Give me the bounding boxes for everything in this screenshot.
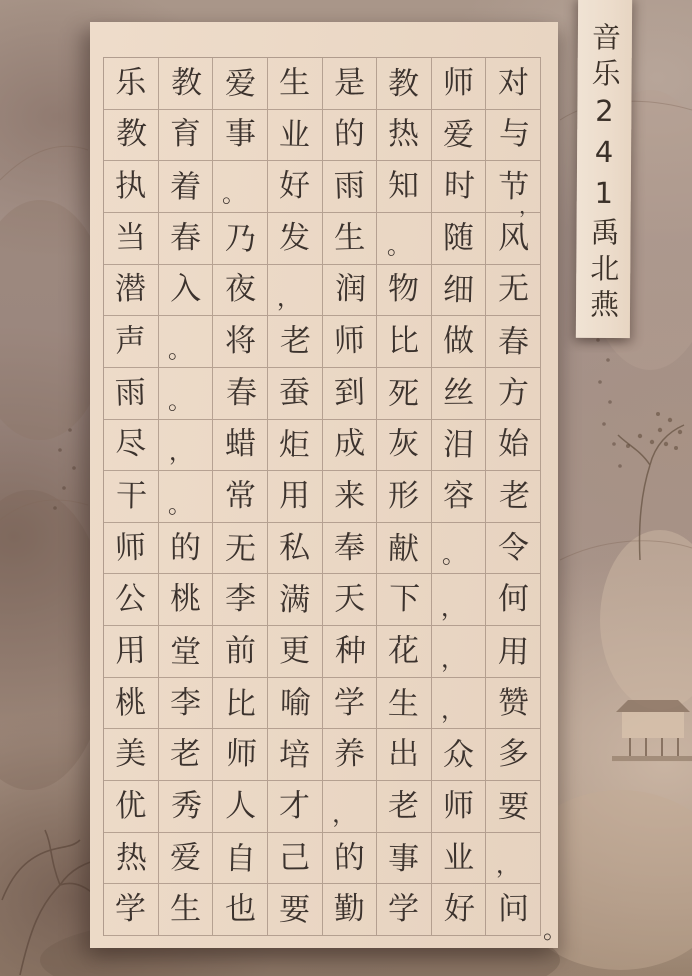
grid-cell-r7c7: [432, 368, 487, 420]
handwritten-character: 师: [442, 787, 475, 825]
handwritten-character: 生: [279, 64, 311, 101]
grid-cell-r6c7: [432, 316, 487, 368]
handwritten-character: 业: [278, 117, 311, 154]
grid-cell-r3c7: [432, 161, 487, 213]
grid-cell-r16c7: [432, 833, 487, 885]
grid-cell-r15c5: [323, 781, 378, 833]
handwritten-character: 下: [389, 581, 421, 618]
grid-cell-r2c1: [104, 110, 159, 162]
handwritten-character: 前: [224, 632, 256, 670]
handwritten-character: 当: [114, 219, 147, 257]
grid-cell-r15c3: [213, 781, 268, 833]
handwritten-character: 爱: [224, 65, 257, 103]
handwritten-character: 好: [279, 167, 311, 205]
grid-cell-r16c8: [486, 833, 541, 885]
grid-cell-r17c6: [377, 884, 432, 936]
grid-cell-r14c7: [432, 729, 487, 781]
grid-cell-r13c2: [159, 678, 214, 730]
grid-cell-r3c2: [159, 161, 214, 213]
grid-cell-r8c1: [104, 420, 159, 472]
grid-cell-r10c1: [104, 523, 159, 575]
handwritten-character: 美: [114, 735, 147, 773]
grid-cell-r3c3: [213, 161, 268, 213]
grid-cell-r10c3: [213, 523, 268, 575]
handwritten-character: 满: [278, 581, 311, 619]
handwritten-character: 要: [497, 788, 530, 826]
grid-cell-r6c1: [104, 316, 159, 368]
handwritten-character: 细: [442, 271, 475, 309]
grid-cell-r2c5: [323, 110, 378, 162]
handwritten-character: 来: [333, 477, 366, 515]
handwritten-character: 生: [169, 891, 202, 928]
handwritten-character: 用: [114, 632, 147, 670]
grid-cell-r2c2: [159, 110, 214, 162]
handwritten-character: 业: [442, 839, 475, 876]
grid-cell-r13c1: [104, 678, 159, 730]
grid-cell-r15c1: [104, 781, 159, 833]
handwritten-character: 无: [497, 271, 529, 308]
grid-cell-r5c5: [323, 265, 378, 317]
handwritten-character: 干: [116, 477, 148, 515]
grid-cell-r6c5: [323, 316, 378, 368]
handwritten-character: 到: [333, 374, 366, 412]
handwritten-character: 公: [114, 580, 147, 618]
handwritten-character: 常: [224, 477, 256, 515]
grid-cell-r8c6: [377, 420, 432, 472]
handwritten-character: 比: [224, 685, 257, 723]
handwritten-character: 热: [116, 839, 148, 876]
handwritten-character: 天: [333, 580, 366, 618]
grid-cell-r1c1: [104, 58, 159, 110]
grid-cell-r11c7: [432, 574, 487, 626]
handwritten-character: 好: [443, 890, 476, 928]
handwritten-character: 何: [497, 581, 529, 618]
handwritten-character: 灰: [388, 426, 420, 463]
handwritten-character: 老: [498, 477, 531, 515]
grid-cell-r1c2: [159, 58, 214, 110]
grid-cell-r1c4: [268, 58, 323, 110]
grid-cell-r12c5: [323, 626, 378, 678]
handwritten-character: 尽: [114, 425, 147, 463]
handwritten-punctuation: ，: [440, 593, 466, 623]
handwritten-character: 喻: [279, 684, 312, 721]
grid-cell-r11c8: [486, 574, 541, 626]
grid-cell-r9c1: [104, 471, 159, 523]
grid-cell-r12c2: [159, 626, 214, 678]
grid-cell-r7c4: [268, 368, 323, 420]
grid-cell-r9c5: [323, 471, 378, 523]
handwritten-character: 要: [278, 891, 311, 929]
grid-cell-r6c6: [377, 316, 432, 368]
handwritten-character: 赞: [497, 684, 529, 721]
handwritten-character: 春: [225, 374, 257, 411]
grid-cell-r5c8: [486, 265, 541, 317]
grid-cell-r15c2: [159, 781, 214, 833]
handwritten-character: 学: [333, 684, 366, 722]
handwritten-character: 堂: [169, 633, 202, 671]
handwritten-character: 成: [333, 425, 366, 463]
grid-cell-r16c6: [377, 833, 432, 885]
handwritten-character: 的: [333, 115, 366, 153]
handwritten-character: 众: [442, 736, 475, 774]
handwritten-character: 雨: [333, 167, 366, 205]
handwritten-character: 多: [497, 736, 529, 773]
handwritten-character: 教: [116, 116, 148, 153]
grid-cell-r17c5: [323, 884, 378, 936]
handwritten-character: 生: [333, 219, 366, 257]
handwritten-character: 私: [279, 529, 311, 566]
handwritten-character: 生: [387, 685, 420, 723]
handwritten-character: 奉: [333, 529, 366, 567]
grid-cell-r3c6: [377, 161, 432, 213]
grid-cell-r13c5: [323, 678, 378, 730]
handwritten-punctuation: 。: [386, 231, 412, 260]
grid-cell-r7c6: [377, 368, 432, 420]
handwritten-character: 用: [279, 477, 311, 515]
handwritten-character: 教: [170, 64, 203, 102]
writing-paper: [90, 22, 567, 948]
grid-cell-r1c7: [432, 58, 487, 110]
grid-cell-r12c4: [268, 626, 323, 678]
handwritten-character: 蚕: [279, 374, 311, 411]
grid-cell-r3c8: [486, 161, 541, 218]
grid-cell-r9c7: [432, 471, 487, 523]
handwritten-character: 秀: [170, 787, 203, 825]
handwritten-character: 随: [442, 219, 475, 256]
grid-cell-r14c6: [377, 729, 432, 781]
handwritten-character: 与: [498, 116, 531, 153]
grid-cell-r1c8: [486, 58, 541, 110]
handwritten-character: 雨: [114, 374, 147, 412]
grid-cell-r3c5: [323, 161, 378, 213]
grid-cell-r2c7: [432, 110, 487, 162]
handwritten-character: 始: [497, 426, 529, 463]
grid-cell-r12c6: [377, 626, 432, 678]
handwritten-character: 老: [388, 787, 420, 825]
handwritten-character: 形: [388, 477, 420, 515]
handwritten-punctuation: ，: [168, 438, 193, 467]
handwritten-character: 时: [443, 167, 476, 205]
handwritten-character: 出: [388, 736, 420, 773]
grid-cell-r12c8: [486, 626, 541, 678]
handwritten-character: 学: [388, 891, 420, 928]
handwritten-character: 方: [497, 374, 529, 411]
handwritten-character: 对: [497, 64, 529, 101]
grid-cell-r9c8: [486, 471, 541, 523]
grid-cell-r13c6: [377, 678, 432, 730]
handwritten-character: 做: [442, 322, 475, 360]
handwritten-character: 声: [114, 322, 147, 360]
grid-cell-r5c1: [104, 265, 159, 317]
handwritten-punctuation: 。: [167, 386, 192, 415]
handwritten-character: 事: [224, 116, 256, 153]
grid-cell-r17c2: [159, 884, 214, 936]
grid-cell-r10c2: [159, 523, 214, 575]
grid-cell-r4c6: [377, 213, 432, 265]
grid-cell-r16c1: [104, 833, 159, 885]
grid-cell-r5c3: [213, 265, 268, 317]
grid-cell-r12c7: [432, 626, 487, 678]
handwritten-character: 老: [279, 322, 312, 360]
handwritten-character: 容: [442, 477, 475, 515]
grid-cell-r14c8: [486, 729, 541, 781]
handwritten-character: 问: [497, 891, 529, 928]
handwritten-character: 的: [169, 529, 202, 566]
handwritten-character: 风: [497, 219, 529, 256]
handwritten-character: 事: [387, 840, 420, 877]
handwritten-character: 爱: [442, 117, 475, 154]
grid-cell-r7c8: [486, 368, 541, 420]
grid-cell-r4c5: [323, 213, 378, 265]
grid-cell-r11c3: [213, 574, 268, 626]
grid-cell-r15c4: [268, 781, 323, 833]
handwritten-character: 死: [387, 375, 420, 413]
handwritten-character: 乃: [224, 220, 257, 258]
handwritten-punctuation: ，: [330, 799, 356, 828]
grid-cell-r2c4: [268, 110, 323, 162]
handwritten-character: 夜: [224, 271, 256, 308]
grid-cell-r4c1: [104, 213, 159, 265]
label-strip: [576, 0, 632, 338]
grid-cell-r11c5: [323, 574, 378, 626]
handwritten-character: 潜: [114, 270, 147, 308]
grid-cell-r14c5: [323, 729, 378, 781]
handwritten-character: 蜡: [224, 426, 256, 463]
grid-cell-r7c2: [159, 368, 214, 420]
handwritten-character: 知: [388, 167, 420, 205]
grid-cell-r8c2: [159, 420, 214, 472]
handwritten-character: 令: [497, 529, 529, 566]
grid-cell-r6c4: [268, 316, 323, 368]
handwritten-character: 教: [387, 65, 420, 103]
grid-cell-r16c4: [268, 833, 323, 885]
grid-cell-r7c3: [213, 368, 268, 420]
grid-cell-r8c8: [486, 420, 541, 472]
handwritten-character: 献: [387, 530, 420, 568]
grid-cell-r15c7: [432, 781, 487, 833]
handwritten-character: 李: [224, 581, 256, 618]
grid-cell-r8c7: [432, 420, 487, 472]
handwritten-character: 执: [114, 167, 147, 205]
handwritten-character: 物: [388, 271, 420, 308]
grid-cell-r11c1: [104, 574, 159, 626]
handwritten-character: 桃: [114, 684, 147, 722]
grid-cell-r10c5: [323, 523, 378, 575]
grid-cell-r14c2: [159, 729, 214, 781]
grid-cell-r13c3: [213, 678, 268, 730]
handwritten-character: 师: [114, 529, 147, 567]
grid-cell-r16c2: [159, 833, 214, 885]
grid-cell-r5c6: [377, 265, 432, 317]
handwritten-character: 更: [279, 632, 311, 670]
grid-cell-r2c6: [377, 110, 432, 162]
label-strip-text: 音乐241禹北燕: [585, 21, 623, 326]
grid-cell-r13c8: [486, 678, 541, 730]
grid-cell-r16c5: [323, 833, 378, 885]
handwritten-character: 春: [169, 219, 202, 256]
grid-cell-r12c3: [213, 626, 268, 678]
handwritten-character: 着: [169, 168, 202, 206]
grid-cell-r9c4: [268, 471, 323, 523]
handwritten-character: 才: [279, 787, 311, 825]
grid-cell-r13c7: [432, 678, 487, 730]
handwritten-character: 也: [224, 891, 256, 928]
handwritten-character: 将: [224, 322, 256, 360]
handwritten-character: 养: [333, 735, 366, 773]
grid-cell-r10c8: [486, 523, 541, 575]
handwritten-punctuation: 。: [441, 541, 467, 570]
handwritten-character: 花: [388, 632, 420, 670]
grid-cell-r4c8: [486, 213, 541, 265]
grid-cell-r1c6: [377, 58, 432, 110]
handwritten-character: 育: [169, 116, 202, 153]
handwritten-punctuation: ，: [440, 644, 465, 673]
handwritten-character: 发: [279, 219, 311, 256]
handwritten-character: 勤: [333, 890, 366, 928]
corner-punctuation: ，: [519, 193, 539, 218]
handwritten-punctuation: ，: [496, 851, 521, 880]
grid-cell-r15c6: [377, 781, 432, 833]
grid-cell-r1c3: [213, 58, 268, 110]
grid-cell-r9c2: [159, 471, 214, 523]
grid-cell-r14c1: [104, 729, 159, 781]
grid-cell-r13c4: [268, 678, 323, 730]
grid-cell-r7c1: [104, 368, 159, 420]
grid-cell-r17c4: [268, 884, 323, 936]
grid-cell-r9c3: [213, 471, 268, 523]
handwritten-character: 用: [497, 633, 530, 671]
grid-cell-r12c1: [104, 626, 159, 678]
grid-cell-r16c3: [213, 833, 268, 885]
handwritten-character: 优: [114, 787, 147, 825]
handwritten-character: 乐: [114, 64, 147, 102]
grid-cell-r17c3: [213, 884, 268, 936]
handwritten-character: 学: [114, 890, 147, 928]
handwritten-character: 师: [225, 735, 257, 773]
handwritten-character: 桃: [169, 581, 202, 618]
grid-cell-r6c2: [159, 316, 214, 368]
grid-cell-r3c4: [268, 161, 323, 213]
grid-cell-r14c3: [213, 729, 268, 781]
handwritten-character: 己: [279, 839, 311, 876]
grid-cell-r6c3: [213, 316, 268, 368]
grid-cell-r10c4: [268, 523, 323, 575]
grid-cell-r11c4: [268, 574, 323, 626]
trailing-period: 。: [543, 916, 567, 944]
grid-cell-r2c8: [486, 110, 541, 162]
handwritten-character: 师: [442, 64, 475, 101]
grid-cell-r3c1: [104, 161, 159, 213]
grid-cell-r7c5: [323, 368, 378, 420]
handwritten-character: 爱: [169, 839, 202, 876]
handwritten-character: 润: [334, 271, 367, 308]
handwritten-character: 人: [224, 787, 256, 825]
handwritten-character: 是: [333, 64, 366, 102]
handwritten-character: 师: [333, 322, 366, 360]
grid-cell-r8c4: [268, 420, 323, 472]
grid-cell-r5c4: [268, 265, 323, 317]
grid-cell-r14c4: [268, 729, 323, 781]
handwritten-punctuation: ，: [440, 696, 465, 725]
grid-cell-r11c2: [159, 574, 214, 626]
grid-cell-r10c7: [432, 523, 487, 575]
grid-cell-r4c2: [159, 213, 214, 265]
handwritten-character: 老: [169, 736, 202, 773]
handwritten-character: 种: [334, 632, 367, 670]
handwritten-punctuation: 。: [167, 490, 193, 520]
character-grid: [103, 57, 541, 936]
grid-cell-r6c8: [486, 316, 541, 368]
grid-cell-r9c6: [377, 471, 432, 523]
handwritten-character: 的: [333, 838, 366, 877]
grid-cell-r17c7: [432, 884, 487, 936]
grid-cell-r8c5: [323, 420, 378, 472]
handwritten-character: 李: [169, 684, 202, 721]
handwritten-character: 炬: [278, 426, 311, 464]
handwritten-character: 入: [169, 271, 202, 308]
handwritten-character: 热: [388, 116, 420, 153]
handwritten-character: 培: [278, 736, 311, 774]
grid-cell-r2c3: [213, 110, 268, 162]
grid-cell-r8c3: [213, 420, 268, 472]
handwritten-punctuation: ，: [276, 284, 302, 313]
grid-cell-r1c5: [323, 58, 378, 110]
grid-cell-r4c4: [268, 213, 323, 265]
handwritten-character: 节: [497, 168, 530, 206]
handwritten-character: 泪: [442, 426, 475, 464]
handwritten-character: 比: [388, 322, 420, 360]
handwritten-punctuation: 。: [167, 335, 193, 365]
handwritten-character: 丝: [442, 374, 475, 411]
grid-cell-r5c7: [432, 265, 487, 317]
grid-cell-r5c2: [159, 265, 214, 317]
handwritten-character: 无: [224, 530, 257, 568]
grid-cell-r4c3: [213, 213, 268, 265]
grid-cell-r17c1: [104, 884, 159, 936]
grid-cell-r15c8: [486, 781, 541, 833]
handwritten-character: 春: [497, 323, 530, 361]
grid-cell-r4c7: [432, 213, 487, 265]
grid-cell-r11c6: [377, 574, 432, 626]
handwritten-punctuation: 。: [222, 179, 247, 209]
grid-cell-r17c8: [486, 884, 541, 936]
handwritten-character: 自: [224, 840, 257, 877]
grid-cell-r10c6: [377, 523, 432, 575]
